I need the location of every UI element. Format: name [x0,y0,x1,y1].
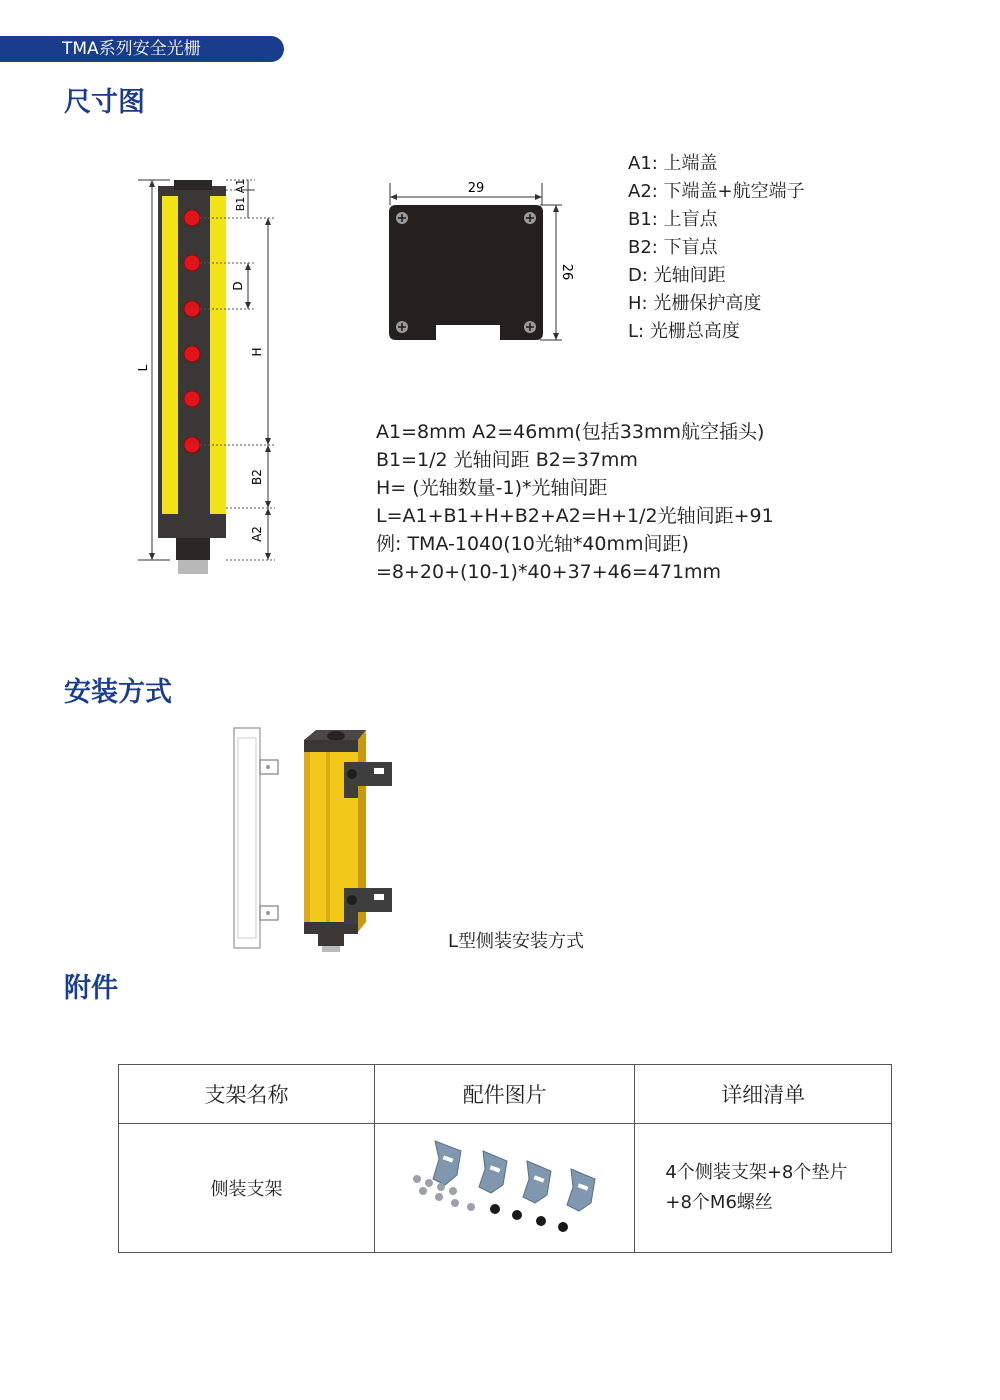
light-curtain-dimension-drawing [130,172,280,582]
series-header-tab [0,36,284,62]
outline-light-curtain-image [228,722,288,954]
end-view-height-label: 26 [559,263,574,281]
section-title-accessories: 附件 [64,973,118,1004]
legend-item: B1: 上盲点 [628,209,718,230]
bracket-name-cell: 侧装支架 [119,1124,375,1253]
detail-line: +8个M6螺丝 [665,1192,773,1213]
dim-label-L: L [136,364,150,372]
table-row [119,1124,892,1253]
column-header-detail-list: 详细清单 [635,1065,892,1124]
column-header-bracket-name: 支架名称 [119,1065,375,1124]
emitter-dot [184,255,200,271]
dimension-legend [628,150,805,346]
legend-item: A1: 上端盖 [628,153,718,174]
table-header-row [119,1065,892,1124]
emitter-dot [184,391,200,407]
formula-line: H= (光轴数量-1)*光轴间距 [376,477,608,499]
end-view-section-drawing [380,175,580,350]
emitter-dot [184,301,200,317]
dim-label-B1: B1 [234,196,247,212]
detail-line: 4个侧装支架+8个垫片 [665,1162,848,1183]
series-title: TMA系列安全光栅 [62,39,201,59]
dim-label-B2: B2 [250,469,264,485]
emitter-dot [184,346,200,362]
section-title-dimension: 尺寸图 [64,87,145,118]
end-view-width-label: 29 [467,181,485,196]
dim-label-A1: A1 [234,178,247,194]
dim-label-A2: A2 [250,526,264,542]
accessory-table [118,1064,892,1253]
legend-item: B2: 下盲点 [628,237,718,258]
legend-item: D: 光轴间距 [628,265,726,286]
column-header-accessory-image: 配件图片 [375,1065,635,1124]
dim-label-H: H [250,347,264,357]
formula-line: =8+20+(10-1)*40+37+46=471mm [376,561,722,583]
formula-line: B1=1/2 光轴间距 B2=37mm [376,449,638,471]
installed-light-curtain-image [296,722,400,956]
formula-line: 例: TMA-1040(10光轴*40mm间距) [376,533,689,555]
installation-caption: L型侧装安装方式 [448,931,585,952]
emitter-dot [184,437,200,453]
detail-list-cell [635,1124,892,1253]
legend-item: A2: 下端盖+航空端子 [628,181,805,202]
bracket-kit-image [395,1131,615,1241]
section-title-installation: 安装方式 [64,677,172,708]
emitter-dot [184,210,200,226]
formula-line: A1=8mm A2=46mm(包括33mm航空插头) [376,421,765,443]
formula-line: L=A1+B1+H+B2+A2=H+1/2光轴间距+91 [376,505,774,527]
dimension-formulas [376,418,774,586]
legend-item: L: 光栅总高度 [628,321,740,342]
accessory-image-cell [375,1124,635,1253]
legend-item: H: 光栅保护高度 [628,293,762,314]
dim-label-D: D [231,281,245,291]
